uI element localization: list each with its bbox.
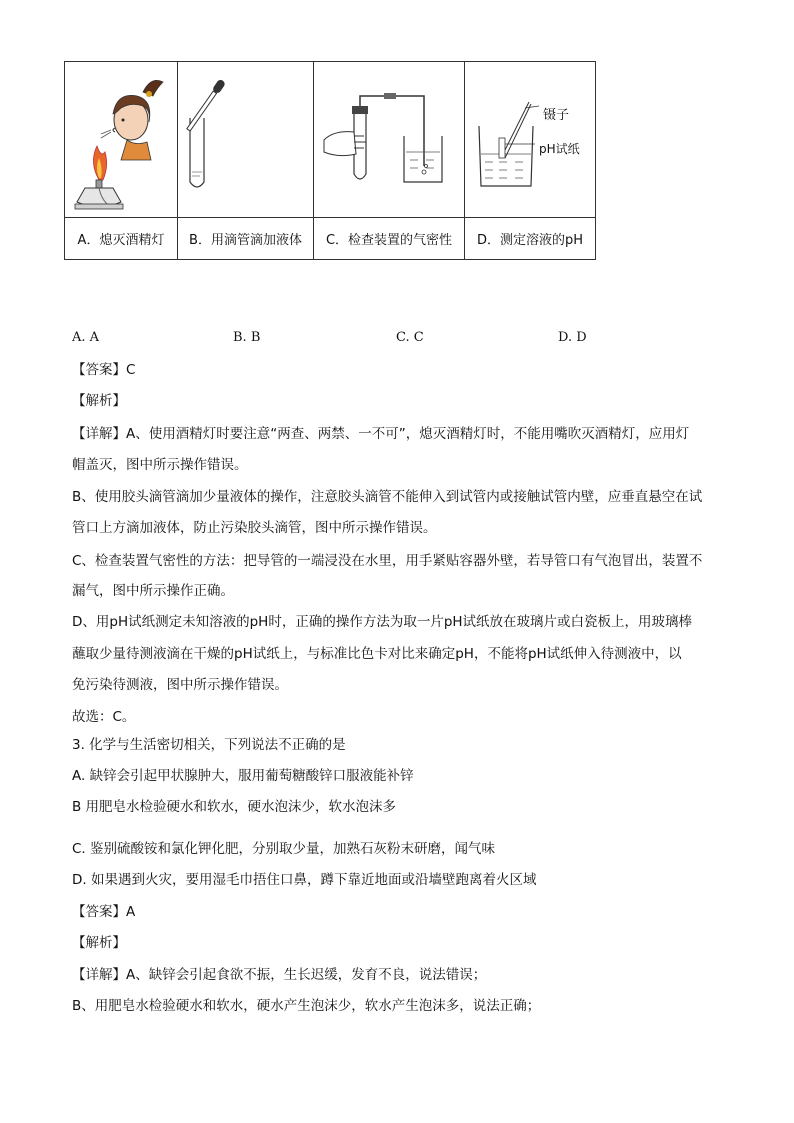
q3-option-a: A. 缺锌会引起甲状腺肿大，服用葡萄糖酸锌口服液能补锌 — [72, 768, 414, 784]
q2-detail-line: 故选：C。 — [72, 709, 136, 725]
q2-option-c: C. C — [396, 330, 424, 345]
q3-analysis-heading: 【解析】 — [72, 935, 126, 951]
q3-detail-line: B、用肥皂水检验硬水和软水，硬水产生泡沫少，软水产生泡沫多，说法正确； — [72, 998, 541, 1014]
q2-detail-line: 漏气，图中所示操作正确。 — [72, 583, 234, 599]
caption-d: D．测定溶液的pH — [465, 218, 596, 260]
q3-detail-line: 【详解】A、缺锌会引起食欲不振，生长迟缓，发育不良，说法错误； — [72, 967, 487, 983]
q2-detail-line: D、用pH试纸测定未知溶液的pH时，正确的操作方法为取一片pH试纸放在玻璃片或白瓷板上，用玻璃棒 — [72, 614, 693, 630]
q2-detail-line: 免污染待测液，图中所示操作错误。 — [72, 677, 288, 693]
blowing-out-alcohol-lamp-illustration — [65, 62, 177, 217]
q2-option-a: A. A — [72, 330, 100, 345]
q2-detail-line: C、检查装置气密性的方法：把导管的一端浸没在水里，用手紧贴容器外壁，若导管口有气泡冒出，装置不 — [72, 553, 703, 569]
q3-option-b: B 用肥皂水检验硬水和软水，硬水泡沫少，软水泡沫多 — [72, 799, 397, 815]
caption-a: A．熄灭酒精灯 — [65, 218, 178, 260]
q2-analysis-heading: 【解析】 — [72, 393, 126, 409]
dropper-test-tube-illustration — [178, 62, 313, 217]
figure-a-cell — [65, 62, 178, 218]
figure-c-cell — [314, 62, 465, 218]
caption-b: B．用滴管滴加液体 — [178, 218, 314, 260]
airtightness-check-illustration — [314, 62, 464, 217]
q2-detail-line: 帽盖灭，图中所示操作错误。 — [72, 457, 248, 473]
q2-answer: 【答案】C — [72, 362, 136, 378]
figure-d-cell — [465, 62, 596, 218]
caption-c: C．检查装置的气密性 — [314, 218, 465, 260]
q3-stem: 3. 化学与生活密切相关，下列说法不正确的是 — [72, 737, 346, 753]
q2-detail-line: 【详解】A、使用酒精灯时要注意“两查、两禁、一不可”，熄灭酒精灯时，不能用嘴吹灭酒精灯，应用灯 — [72, 426, 690, 442]
tweezers-label: 镊子 — [543, 108, 570, 123]
q3-answer: 【答案】A — [72, 904, 136, 920]
figure-b-cell — [178, 62, 314, 218]
q2-option-b: B. B — [233, 330, 261, 345]
q2-option-d: D. D — [558, 330, 587, 345]
q2-detail-line: 管口上方滴加液体，防止污染胶头滴管，图中所示操作错误。 — [72, 520, 437, 536]
q2-detail-line: 蘸取少量待测液滴在干燥的pH试纸上，与标准比色卡对比来确定pH，不能将pH试纸伸入待测液中，以 — [72, 646, 682, 662]
experiment-figure-table — [64, 61, 596, 260]
q3-option-d: D. 如果遇到火灾，要用湿毛巾捂住口鼻，蹲下靠近地面或沿墙壁跑离着火区域 — [72, 872, 537, 888]
ph-paper-label: pH试纸 — [539, 142, 580, 156]
q3-option-c: C. 鉴别硫酸铵和氯化钾化肥，分别取少量，加熟石灰粉末研磨，闻气味 — [72, 841, 496, 857]
q2-detail-line: B、使用胶头滴管滴加少量液体的操作，注意胶头滴管不能伸入到试管内或接触试管内壁，应垂直悬空在试 — [72, 489, 703, 505]
